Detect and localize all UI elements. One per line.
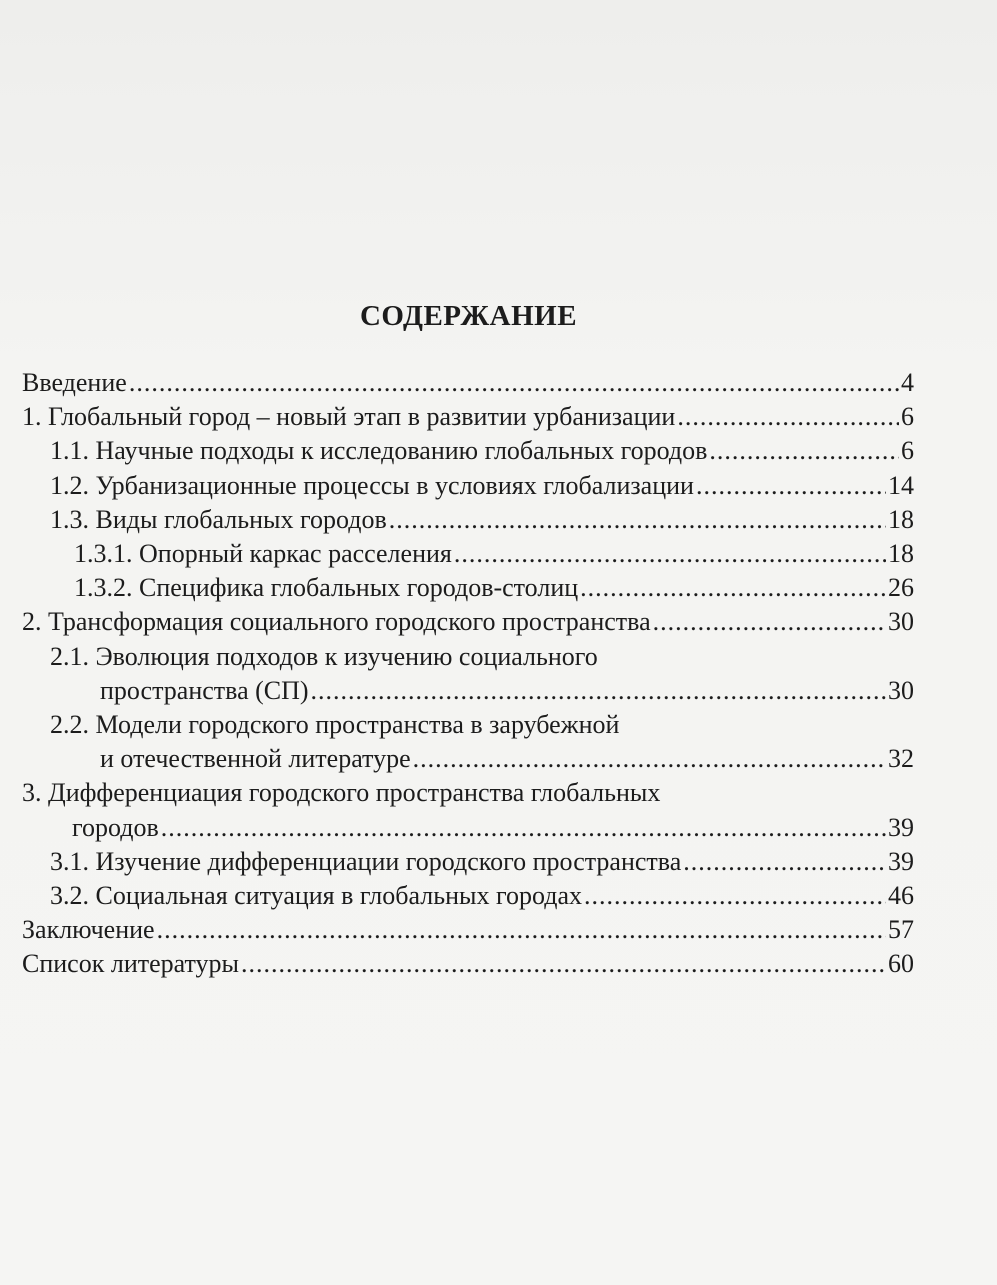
dot-leader [129,366,899,400]
toc-page-number: 60 [888,949,914,979]
toc-page-number: 6 [901,436,914,466]
toc-entry-label-line-2: пространства (СП) [100,675,309,705]
dot-leader [653,605,886,639]
toc-entry-chapter-1[interactable] [22,400,914,434]
toc-entry-label: 1.1. Научные подходы к исследованию глобальных городов [50,436,708,466]
toc-entry-label: Введение [22,368,127,397]
toc-entry-label: 1.3. Виды глобальных городов [50,504,387,534]
toc-entry-section-2-1[interactable] [22,640,914,708]
toc-page-number: 39 [888,812,914,842]
dot-leader [241,947,886,981]
toc-entry-label: Список литературы [22,949,239,979]
toc-entry-introduction[interactable] [22,366,914,400]
toc-entry-section-2-2[interactable] [22,708,914,776]
toc-entry-label: 1. Глобальный город – новый этап в развитии урбанизации [22,402,676,432]
toc-page-number: 6 [901,402,914,432]
toc-entry-section-1-1[interactable] [22,434,914,468]
dot-leader [413,742,886,776]
dot-leader [677,400,899,434]
dot-leader [580,571,886,605]
toc-entry-section-1-3[interactable] [22,503,914,537]
page-title: СОДЕРЖАНИЕ [359,300,578,332]
dot-leader [454,537,886,571]
toc-entry-section-1-2[interactable] [22,469,914,503]
toc-entry-last-line [50,674,914,708]
toc-entry-label-line-1: 3. Дифференциация городского пространства глобальных [22,778,661,808]
toc-entry-section-1-3-1[interactable] [22,537,914,571]
toc-entry-conclusion[interactable] [22,913,914,947]
toc-entry-references[interactable] [22,947,914,981]
toc-page-number: 57 [888,915,914,945]
toc-entry-section-3-1[interactable] [22,845,914,879]
dot-leader [709,434,899,468]
toc-page-number: 46 [888,881,914,911]
toc-entry-chapter-3[interactable] [22,776,914,844]
toc-entry-label: 2. Трансформация социального городского пространства [22,607,651,637]
toc-entry-section-1-3-2[interactable] [22,571,914,605]
toc-entry-label: 1.3.2. Специфика глобальных городов-столиц [74,573,579,603]
dot-leader [157,913,886,947]
toc-entry-label-line-2: и отечественной литературе [100,744,411,774]
toc-entry-label: Заключение [22,915,155,945]
table-of-contents [22,366,914,982]
toc-entry-section-3-2[interactable] [22,879,914,913]
toc-entry-label: 3.1. Изучение дифференциации городского пространства [50,846,682,876]
toc-entry-last-line [50,742,914,776]
toc-page-number: 18 [888,504,914,534]
dot-leader [584,879,886,913]
dot-leader [696,469,886,503]
toc-page-number: 39 [888,846,914,876]
dot-leader [311,674,886,708]
toc-page-number: 18 [888,539,914,569]
toc-entry-label: 3.2. Социальная ситуация в глобальных городах [50,881,582,911]
toc-entry-label-line-2: городов [72,812,159,842]
toc-entry-last-line [22,811,914,845]
toc-page-number: 30 [888,607,914,637]
dot-leader [161,811,886,845]
toc-page-number: 30 [888,675,914,705]
dot-leader [389,503,886,537]
toc-entry-label: 1.3.1. Опорный каркас расселения [74,539,452,569]
toc-page-number: 32 [888,744,914,774]
toc-entry-label: 1.2. Урбанизационные процессы в условиях глобализации [50,470,694,500]
toc-page-number: 4 [901,368,914,397]
toc-entry-chapter-2[interactable] [22,605,914,639]
toc-page-number: 14 [888,470,914,500]
toc-entry-label-line-1: 2.2. Модели городского пространства в зарубежной [50,710,620,740]
dot-leader [683,845,886,879]
toc-entry-label-line-1: 2.1. Эволюция подходов к изучению социального [50,641,598,671]
toc-page-number: 26 [888,573,914,603]
